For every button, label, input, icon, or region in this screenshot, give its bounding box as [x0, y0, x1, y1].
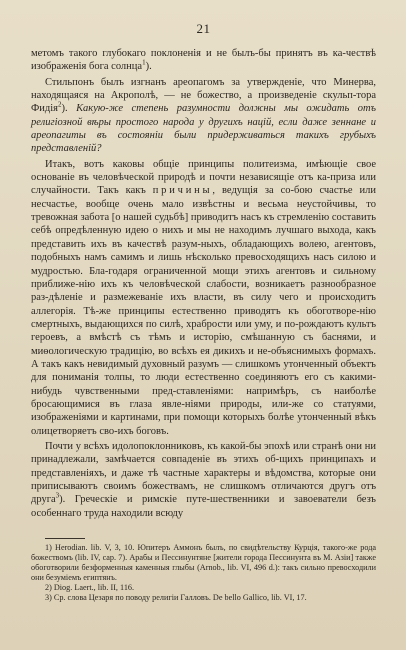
text-run: ).: [145, 61, 152, 73]
text-run: Почти у всѣхъ идолопоклонниковъ, къ какой-бы эпохѣ или странѣ они ни принадлежали, замѣчается совпаденіе въ этихъ об-щихъ принципахъ и представленіяхъ, и даже тѣ частные характеры и вѣдомства, которые они приписываютъ своимъ божествамъ, не слишкомъ отличаются другъ отъ друга: [31, 440, 376, 506]
text-run: , ведущія за со-бою счастье или несчастье, вообще очень мало извѣстны и весьма неустойчивы, то тревожная забота [о нашей судьбѣ] приводитъ насъ къ стремленію составить себѣ опредѣленную идею о нихъ и мы не находимъ лучшаго выхода, какъ представить ихъ въ качествѣ разум-ныхъ, обладающихъ волею, агентовъ, подобныхъ намъ самимъ и лишь нѣсколько превосходящихъ насъ силою и мудростью. Бла-годаря ограниченной мощи этихъ агентовъ и сильному приближе-нію ихъ къ человѣческой слабости, возникаетъ разнообразное раз-дѣленіе и размежеваніе ихъ власти, въ силу чего и происходитъ аллегорія. Тѣ-же принципы естественно приводятъ къ обоготворе-нію смертныхъ, выдающихся по силѣ, храбрости или уму, и по-рождаютъ культъ героевъ, а вмѣстѣ съ тѣмъ и исторію, смѣшанную съ баснями, и миѳологическую традицію, во всѣхъ ея дикихъ и не-объяснимыхъ формахъ. А такъ какъ невидимый духовный разумъ — слишкомъ утонченный объектъ для пониманія толпы, то люди естественно соединяютъ его съ какими-нибудь чувственными пред-ставленіями: напримѣръ, съ наиболѣе бросающимися въ глаза явле-ніями природы, или-же со статуями, изображеніями и картинами, при помощи которыхъ болѣе утонченный вѣкъ олицетворяетъ сво-ихъ боговъ.: [31, 185, 377, 437]
emphasis-text: Какую-же степень разумности должны мы ожидать отъ религіозной вѣры простого народа у другихъ націй, если даже зеннане и ареопагиты въ состояніи были придерживаться такихъ грубыхъ представленій?: [31, 103, 376, 155]
page-number: 21: [196, 21, 211, 36]
footnote: 3) Ср. слова Цезаря по поводу религіи Галловъ. De bello Gallico, lib. VI, 17.: [45, 593, 307, 603]
text-run: ). Греческіе и римскіе путе-шественники и завоеватели безъ особеннаго труда находили всюду: [31, 494, 376, 519]
text-run: Итакъ, вотъ каковы общіе принципы политеизма, имѣющіе свое основаніе въ человѣческой природѣ и почти независящіе отъ ка-приза или случайности. Такъ какъ: [31, 158, 376, 197]
footnote: 2) Diog. Laert., lib. II, 116.: [45, 583, 135, 593]
paragraph: [31, 158, 376, 438]
text-run: метомъ такого глубокаго поклоненія и не былъ-бы принятъ въ ка-чествѣ изображенія бога солнца: [31, 48, 376, 73]
text-run: Стильпонъ былъ изгнанъ ареопагомъ за утвержденіе, что Минерва, находящаяся на Акрополѣ, — не божество, а произведеніе скульп-тора Фидія: [31, 76, 376, 115]
footnote-separator: [45, 538, 85, 539]
footnote: 1) Herodian. lib. V, 3, 10. Юпитеръ Аммонъ былъ, по свидѣтельству Курція, такого-же рода божествомъ (lib. IV, cap. 7). Арабы и Пессинунтяне [жители города Пессинунта въ М. Азіи] также обоготворили безформенныя каменныя глыбы (Arnob., lib. VI, 496 d.): такъ сильно превосходили они безуміемъ египтянъ.: [31, 543, 376, 583]
footnote-ref: 3: [55, 491, 60, 500]
paragraph: [31, 47, 376, 74]
body-text: [31, 47, 376, 520]
paragraph: [31, 76, 376, 156]
spaced-emphasis-text: причины: [152, 185, 213, 197]
footnotes: [31, 543, 376, 603]
footnote-ref: 2: [58, 100, 62, 109]
footnote-ref: 1: [142, 58, 146, 67]
text-run: ).: [61, 103, 77, 115]
paragraph: [31, 440, 376, 520]
